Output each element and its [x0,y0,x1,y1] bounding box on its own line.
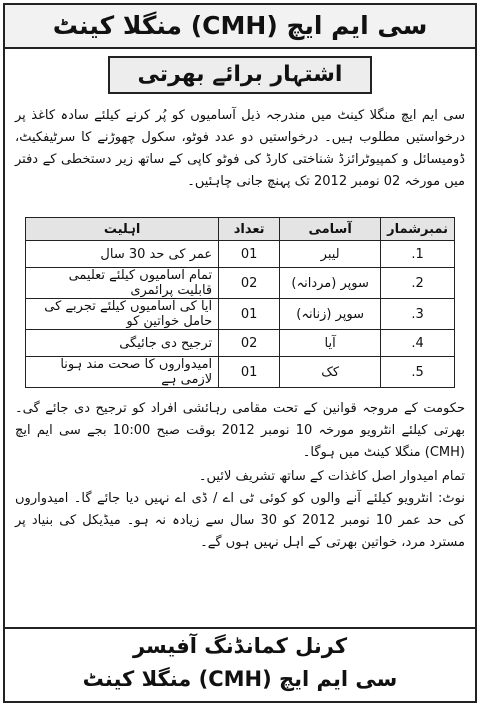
row-post: لیبر [280,241,381,268]
table-row [26,241,455,268]
row-requirement: ترجیح دی جائیگی [26,330,219,357]
row-serial: 3. [381,299,455,330]
row-post: سوپر (مردانہ) [280,268,381,299]
row-requirement: تمام آسامیوں کیلئے تعلیمی قابلیت پرائمری [26,268,219,299]
row-post: سوپر (زنانہ) [280,299,381,330]
table-row [26,299,455,330]
header-serial: نمبرشمار [381,218,455,241]
row-serial: 4. [381,330,455,357]
table-row [26,268,455,299]
table-row [26,330,455,357]
row-requirement: امیدواروں کا صحت مند ہونا لازمی ہے [26,357,219,388]
posts-table [25,217,455,388]
page-title: سی ایم ایچ (CMH) منگلا کینٹ [5,5,475,49]
subtitle-box [5,49,475,101]
signature-block [5,627,475,701]
row-count: 02 [219,330,280,357]
row-serial: 1. [381,241,455,268]
row-count: 01 [219,241,280,268]
table-header-row [26,218,455,241]
note-paragraph: نوٹ: انٹرویو کیلئے آنے والوں کو کوئی ٹی اے / ڈی اے نہیں دیا جائے گا۔ امیدواروں کی حد عمر 10 نومبر 2012 کو 30 سال سے زیادہ نہ ہو۔ میڈیکل کی بنیاد پر مسترد مرد، خواتین بھرتی کے اہل نہیں ہوں گے۔ [15,491,465,550]
intro-paragraph: سی ایم ایچ منگلا کینٹ میں مندرجہ ذیل آسامیوں کو پُر کرنے کیلئے سادہ کاغذ پر درخواستیں مطلوب ہیں۔ درخواستیں دو عدد فوٹو، سکول چھوڑنے کا سرٹیفکیٹ، ڈومیسائل و کمپیوٹرائزڈ شناختی کارڈ کی فوٹو کاپی کے ساتھ زیر دستخطی کے دفتر میں مورخہ 02 نومبر 2012 تک پہنچ جانی چاہئیں۔ [15,108,465,189]
row-serial: 2. [381,268,455,299]
subtitle: اشتہار برائے بھرتی [108,56,373,94]
candidates-paragraph: تمام امیدوار اصل کاغذات کے ساتھ تشریف لائیں۔ [198,469,465,484]
row-count: 01 [219,299,280,330]
row-post: کک [280,357,381,388]
row-requirement: عمر کی حد 30 سال [26,241,219,268]
row-count: 01 [219,357,280,388]
header-requirement: اہلیت [26,218,219,241]
government-paragraph: حکومت کے مروجہ قوانین کے تحت مقامی رہائشی افراد کو ترجیح دی جائے گی۔ بھرتی کیلئے انٹرویو مورخہ 10 نومبر 2012 بوقت صبح 10:00 بجے سی ایم ایچ (CMH) منگلا کینٹ میں ہوگا۔ [15,401,465,460]
header-post: آسامی [280,218,381,241]
table-row [26,357,455,388]
header-count: تعداد [219,218,280,241]
row-post: آیا [280,330,381,357]
signatory-title: کرنل کمانڈنگ آفیسر [132,634,348,658]
signatory-organization: سی ایم ایچ (CMH) منگلا کینٹ [82,667,398,691]
advertisement [3,3,477,703]
row-requirement: آیا کی آسامیوں کیلئے تجربے کی حامل خواتین کو [26,299,219,330]
row-serial: 5. [381,357,455,388]
row-count: 02 [219,268,280,299]
